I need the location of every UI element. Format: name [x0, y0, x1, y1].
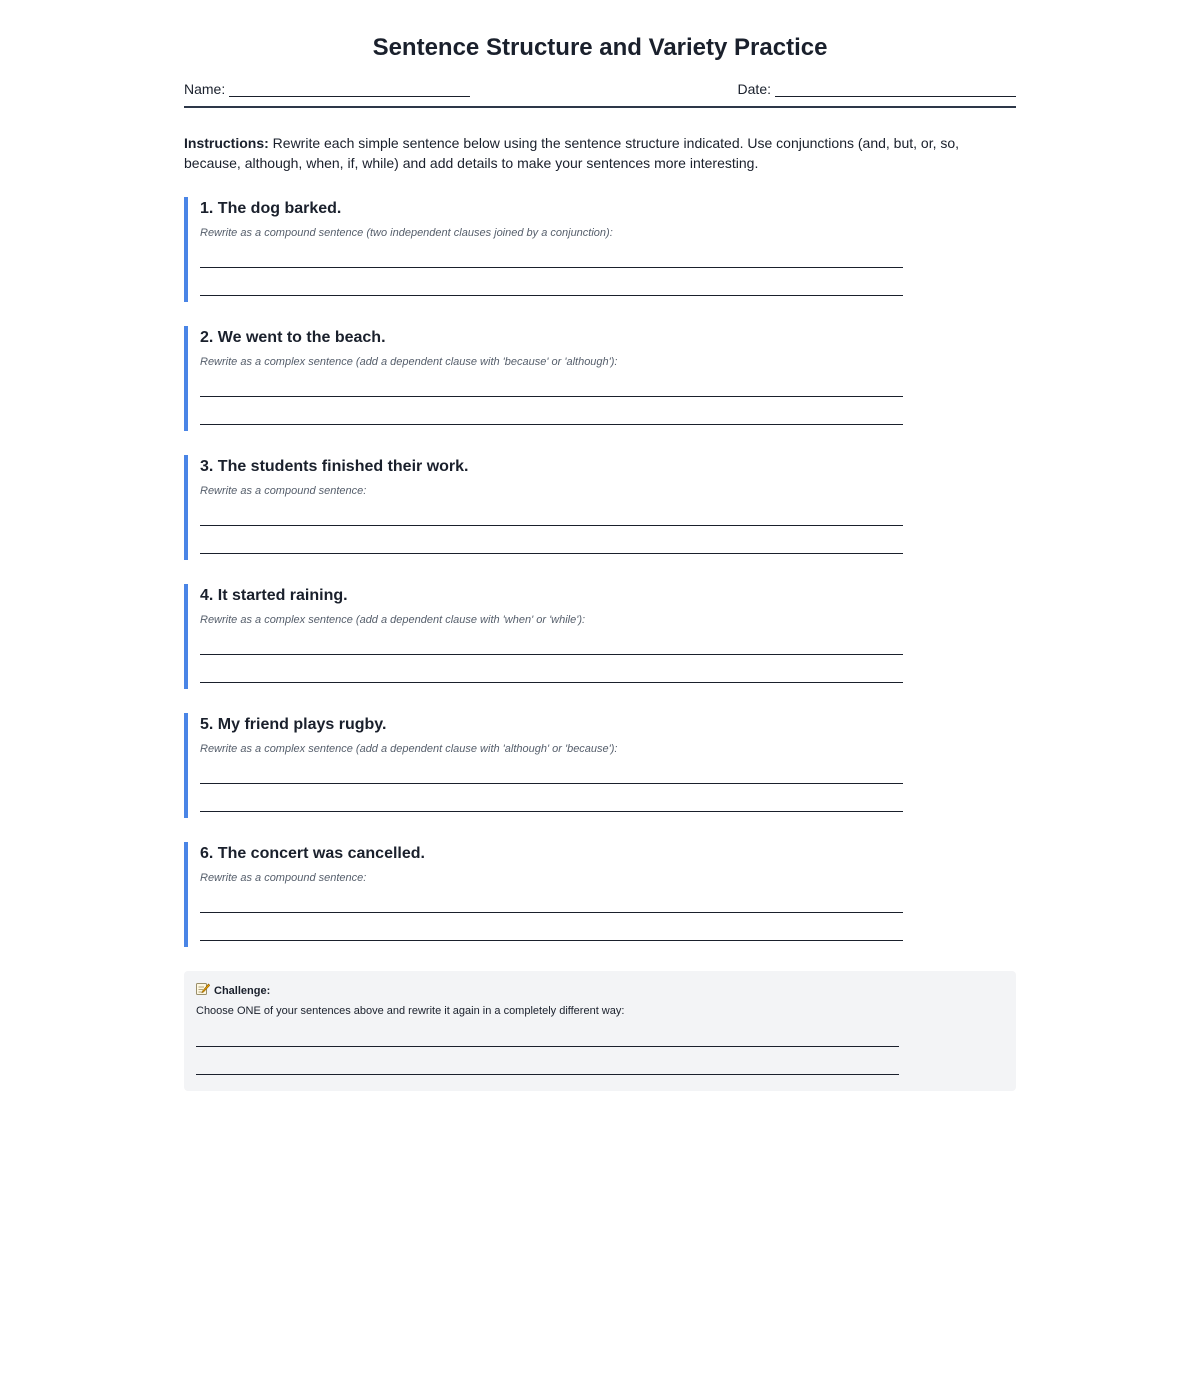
page-title: Sentence Structure and Variety Practice: [372, 34, 828, 61]
instructions: [184, 133, 1016, 173]
question-hint: Rewrite as a compound sentence (two independent clauses joined by a conjunction):: [200, 227, 613, 239]
name-blank-line[interactable]: [229, 82, 470, 97]
question-title: 6. The concert was cancelled.: [200, 845, 425, 862]
answer-line[interactable]: [196, 1074, 899, 1075]
question-hint: Rewrite as a complex sentence (add a dependent clause with 'when' or 'while'):: [200, 614, 586, 626]
question-title: 4. It started raining.: [200, 587, 348, 604]
name-field: [184, 81, 470, 97]
question-1: [184, 197, 1016, 302]
challenge-text: Choose ONE of your sentences above and rewrite it again in a completely different way:: [196, 1005, 625, 1017]
challenge-title-row: [196, 983, 1004, 999]
question-3: [184, 455, 1016, 560]
answer-line[interactable]: [200, 682, 903, 683]
name-label: Name:: [184, 81, 226, 97]
answer-line[interactable]: [196, 1046, 899, 1047]
worksheet-page: [184, 0, 1016, 1091]
question-title: 5. My friend plays rugby.: [200, 716, 387, 733]
question-hint: Rewrite as a compound sentence:: [200, 485, 367, 497]
question-hint: Rewrite as a complex sentence (add a dependent clause with 'although' or 'because'):: [200, 743, 618, 755]
answer-line[interactable]: [200, 295, 903, 296]
question-hint: Rewrite as a complex sentence (add a dependent clause with 'because' or 'although'):: [200, 356, 618, 368]
challenge-title: Challenge:: [214, 985, 271, 997]
challenge-box: [184, 971, 1016, 1091]
answer-line[interactable]: [200, 424, 903, 425]
question-title: 1. The dog barked.: [200, 200, 342, 217]
question-4: [184, 584, 1016, 689]
answer-line[interactable]: [200, 912, 903, 913]
question-title: 2. We went to the beach.: [200, 329, 386, 346]
answer-line[interactable]: [200, 811, 903, 812]
answer-line[interactable]: [200, 783, 903, 784]
answer-line[interactable]: [200, 940, 903, 941]
instructions-lead: Instructions:: [184, 135, 269, 151]
question-5: [184, 713, 1016, 818]
answer-line[interactable]: [200, 267, 903, 268]
question-title: 3. The students finished their work.: [200, 458, 469, 475]
instructions-text: Rewrite each simple sentence below using the sentence structure indicated. Use conjunctions (and, but, or, so, because, although, when, if, while) and add details to make your sentences more interesting.: [184, 135, 960, 171]
question-6: [184, 842, 1016, 947]
question-hint: Rewrite as a compound sentence:: [200, 872, 367, 884]
memo-pencil-icon: [196, 983, 210, 995]
date-label: Date:: [737, 81, 771, 97]
answer-line[interactable]: [200, 553, 903, 554]
question-2: [184, 326, 1016, 431]
date-field: [738, 81, 1016, 97]
date-blank-line[interactable]: [775, 82, 1016, 97]
answer-line[interactable]: [200, 654, 903, 655]
answer-line[interactable]: [200, 396, 903, 397]
header-row: [184, 81, 1016, 108]
answer-line[interactable]: [200, 525, 903, 526]
